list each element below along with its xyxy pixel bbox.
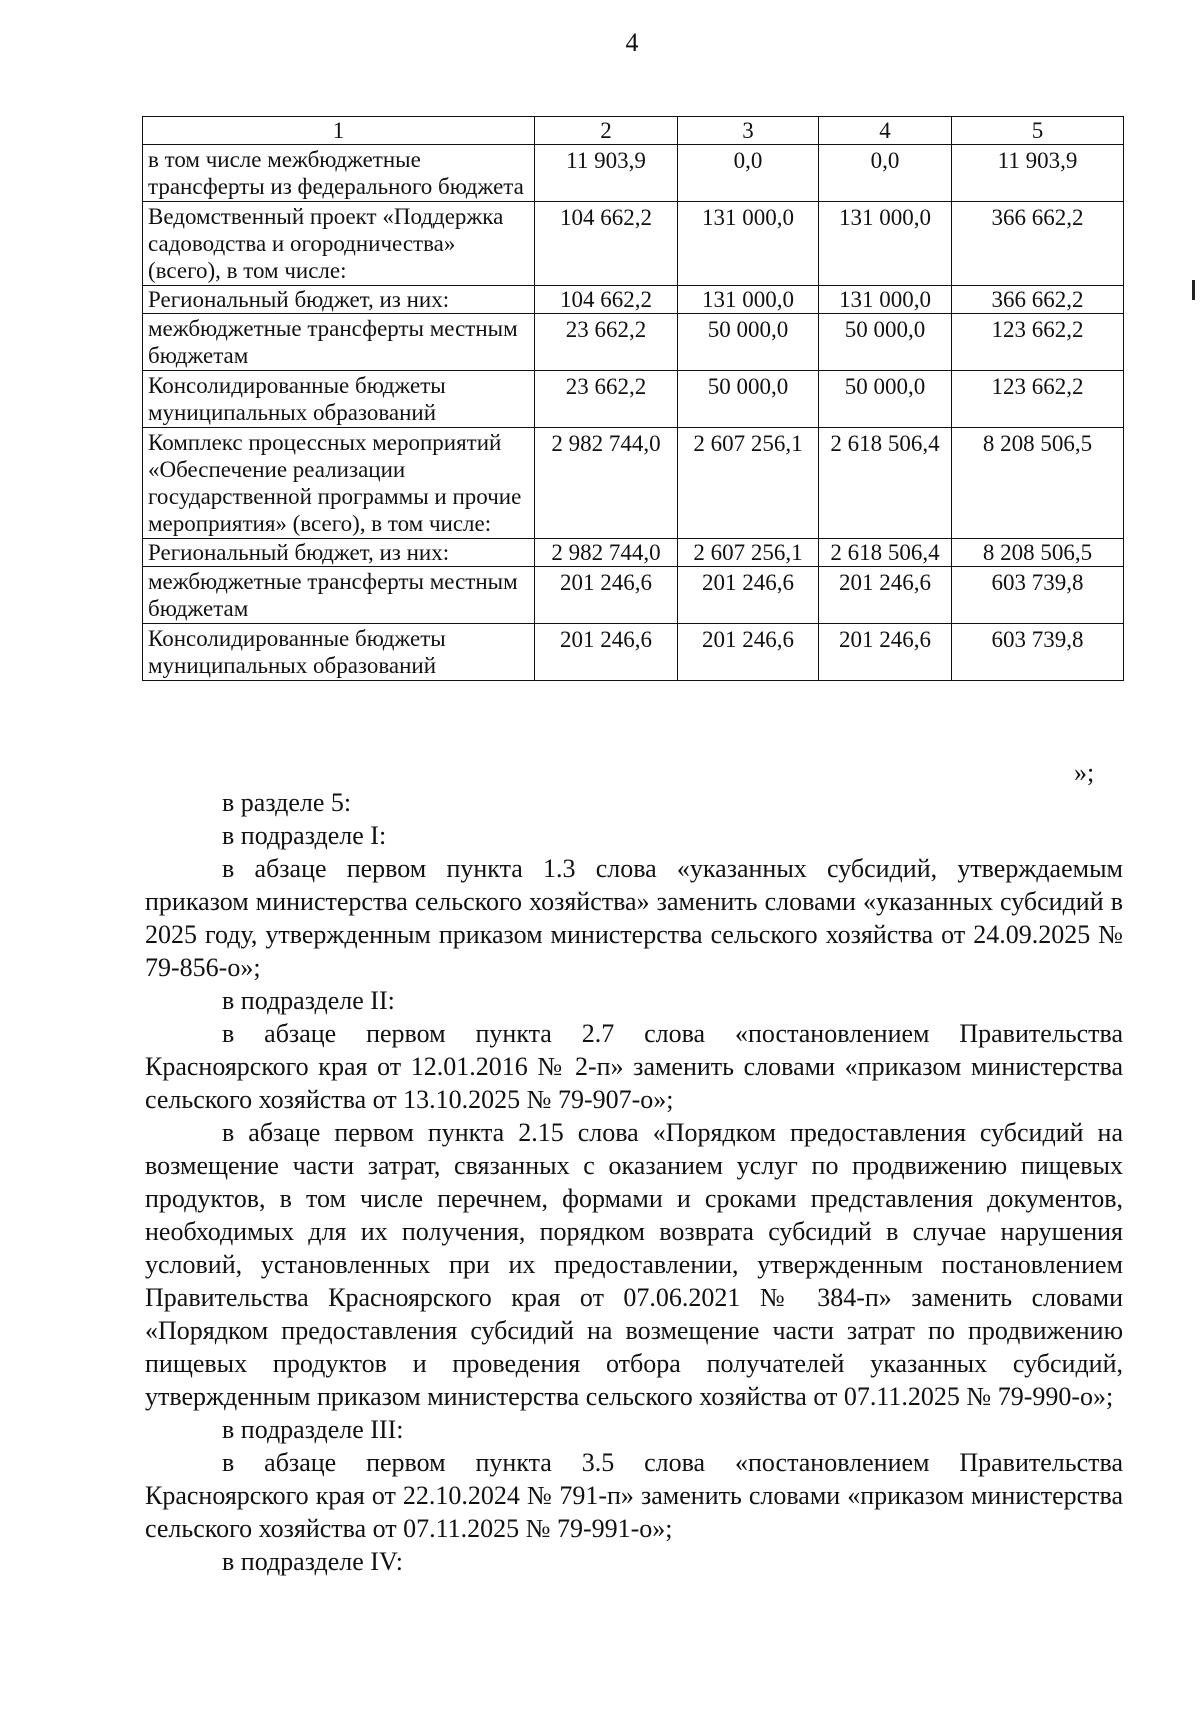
table-cell: 104 662,2 bbox=[535, 286, 678, 314]
scan-artifact bbox=[1192, 280, 1195, 300]
closing-quote-mark: »; bbox=[1074, 758, 1095, 787]
table-cell: 23 662,2 bbox=[535, 371, 678, 428]
column-header: 1 bbox=[143, 117, 535, 145]
table-cell: 131 000,0 bbox=[678, 202, 819, 286]
table-cell: 0,0 bbox=[678, 145, 819, 202]
table-cell: 8 208 506,5 bbox=[952, 428, 1124, 539]
amendment-text bbox=[145, 786, 1123, 1578]
table-cell: 50 000,0 bbox=[678, 371, 819, 428]
paragraph: в подразделе III: bbox=[222, 1415, 404, 1444]
table-cell: 201 246,6 bbox=[678, 624, 819, 681]
table-row bbox=[143, 539, 1124, 567]
table-cell: 603 739,8 bbox=[952, 624, 1124, 681]
table-header-row bbox=[143, 117, 1124, 145]
table-cell: 104 662,2 bbox=[535, 202, 678, 286]
table-cell: 201 246,6 bbox=[678, 567, 819, 624]
table-row bbox=[143, 567, 1124, 624]
paragraph: в абзаце первом пункта 2.7 слова «постановлением Правительства Красноярского края от 12.01.2016 № 2-п» заменить словами «приказом министерства сельского хозяйства от 13.10.2025 № 79-907-о»; bbox=[145, 1019, 1123, 1114]
table-cell: 11 903,9 bbox=[535, 145, 678, 202]
column-header: 4 bbox=[819, 117, 952, 145]
table-cell: 2 607 256,1 bbox=[678, 539, 819, 567]
page-number: 4 bbox=[625, 28, 639, 57]
table-row bbox=[143, 428, 1124, 539]
row-label: Региональный бюджет, из них: bbox=[143, 286, 535, 314]
table-cell: 50 000,0 bbox=[819, 371, 952, 428]
table-cell: 201 246,6 bbox=[819, 624, 952, 681]
row-label: Региональный бюджет, из них: bbox=[143, 539, 535, 567]
table-cell: 2 607 256,1 bbox=[678, 428, 819, 539]
paragraph: в подразделе IV: bbox=[222, 1547, 404, 1576]
table-cell: 2 618 506,4 bbox=[819, 539, 952, 567]
paragraph: в подразделе II: bbox=[222, 986, 395, 1015]
row-label: Ведомственный проект «Поддержка садоводства и огородничества» (всего), в том числе: bbox=[143, 202, 535, 286]
table-cell: 366 662,2 bbox=[952, 202, 1124, 286]
column-header: 3 bbox=[678, 117, 819, 145]
row-label: Консолидированные бюджеты муниципальных образований bbox=[143, 371, 535, 428]
column-header: 2 bbox=[535, 117, 678, 145]
row-label: межбюджетные трансферты местным бюджетам bbox=[143, 314, 535, 371]
table-cell: 2 618 506,4 bbox=[819, 428, 952, 539]
table-cell: 0,0 bbox=[819, 145, 952, 202]
table-cell: 50 000,0 bbox=[678, 314, 819, 371]
column-header: 5 bbox=[952, 117, 1124, 145]
paragraph: в подразделе I: bbox=[222, 821, 387, 850]
table-cell: 11 903,9 bbox=[952, 145, 1124, 202]
paragraph: в абзаце первом пункта 3.5 слова «постановлением Правительства Красноярского края от 22.10.2024 № 791-п» заменить словами «приказом министерства сельского хозяйства от 07.11.2025 № 79-991-о»; bbox=[145, 1448, 1123, 1543]
row-label: Консолидированные бюджеты муниципальных образований bbox=[143, 624, 535, 681]
table-cell: 131 000,0 bbox=[678, 286, 819, 314]
table-row bbox=[143, 314, 1124, 371]
table-cell: 123 662,2 bbox=[952, 371, 1124, 428]
table-cell: 8 208 506,5 bbox=[952, 539, 1124, 567]
table-row bbox=[143, 286, 1124, 314]
table-row bbox=[143, 371, 1124, 428]
table-cell: 2 982 744,0 bbox=[535, 428, 678, 539]
table-cell: 366 662,2 bbox=[952, 286, 1124, 314]
table-row bbox=[143, 202, 1124, 286]
table-row bbox=[143, 145, 1124, 202]
paragraph: в абзаце первом пункта 2.15 слова «Порядком предоставления субсидий на возмещение части затрат, связанных с оказанием услуг по продвижению пищевых продуктов, в том числе перечнем, формами и сроками представления документов, необходимых для их получения, порядком возврата субсидий в случае нарушения условий, установленных при их предоставлении, утвержденным постановлением Правительства Красноярского края от 07.06.2021 № 384-п» заменить словами «Порядком предоставления субсидий на возмещение части затрат по продвижению пищевых продуктов и проведения отбора получателей указанных субсидий, утвержденным приказом министерства сельского хозяйства от 07.11.2025 № 79-990-о»; bbox=[145, 1118, 1123, 1411]
table-cell: 131 000,0 bbox=[819, 202, 952, 286]
paragraph: в абзаце первом пункта 1.3 слова «указанных субсидий, утверждаемым приказом министерства сельского хозяйства» заменить словами «указанных субсидий в 2025 году, утвержденным приказом министерства сельского хозяйства от 24.09.2025 № 79-856-о»; bbox=[145, 854, 1123, 982]
table-cell: 201 246,6 bbox=[819, 567, 952, 624]
budget-table bbox=[142, 116, 1124, 681]
table-cell: 2 982 744,0 bbox=[535, 539, 678, 567]
paragraph: в разделе 5: bbox=[222, 788, 352, 817]
row-label: в том числе межбюджетные трансферты из федерального бюджета bbox=[143, 145, 535, 202]
table-cell: 201 246,6 bbox=[535, 624, 678, 681]
table-cell: 201 246,6 bbox=[535, 567, 678, 624]
table-row bbox=[143, 624, 1124, 681]
table-cell: 131 000,0 bbox=[819, 286, 952, 314]
table-cell: 23 662,2 bbox=[535, 314, 678, 371]
row-label: межбюджетные трансферты местным бюджетам bbox=[143, 567, 535, 624]
row-label: Комплекс процессных мероприятий «Обеспечение реализации государственной программы и прочие мероприятия» (всего), в том числе: bbox=[143, 428, 535, 539]
table-cell: 603 739,8 bbox=[952, 567, 1124, 624]
table-cell: 50 000,0 bbox=[819, 314, 952, 371]
table-cell: 123 662,2 bbox=[952, 314, 1124, 371]
